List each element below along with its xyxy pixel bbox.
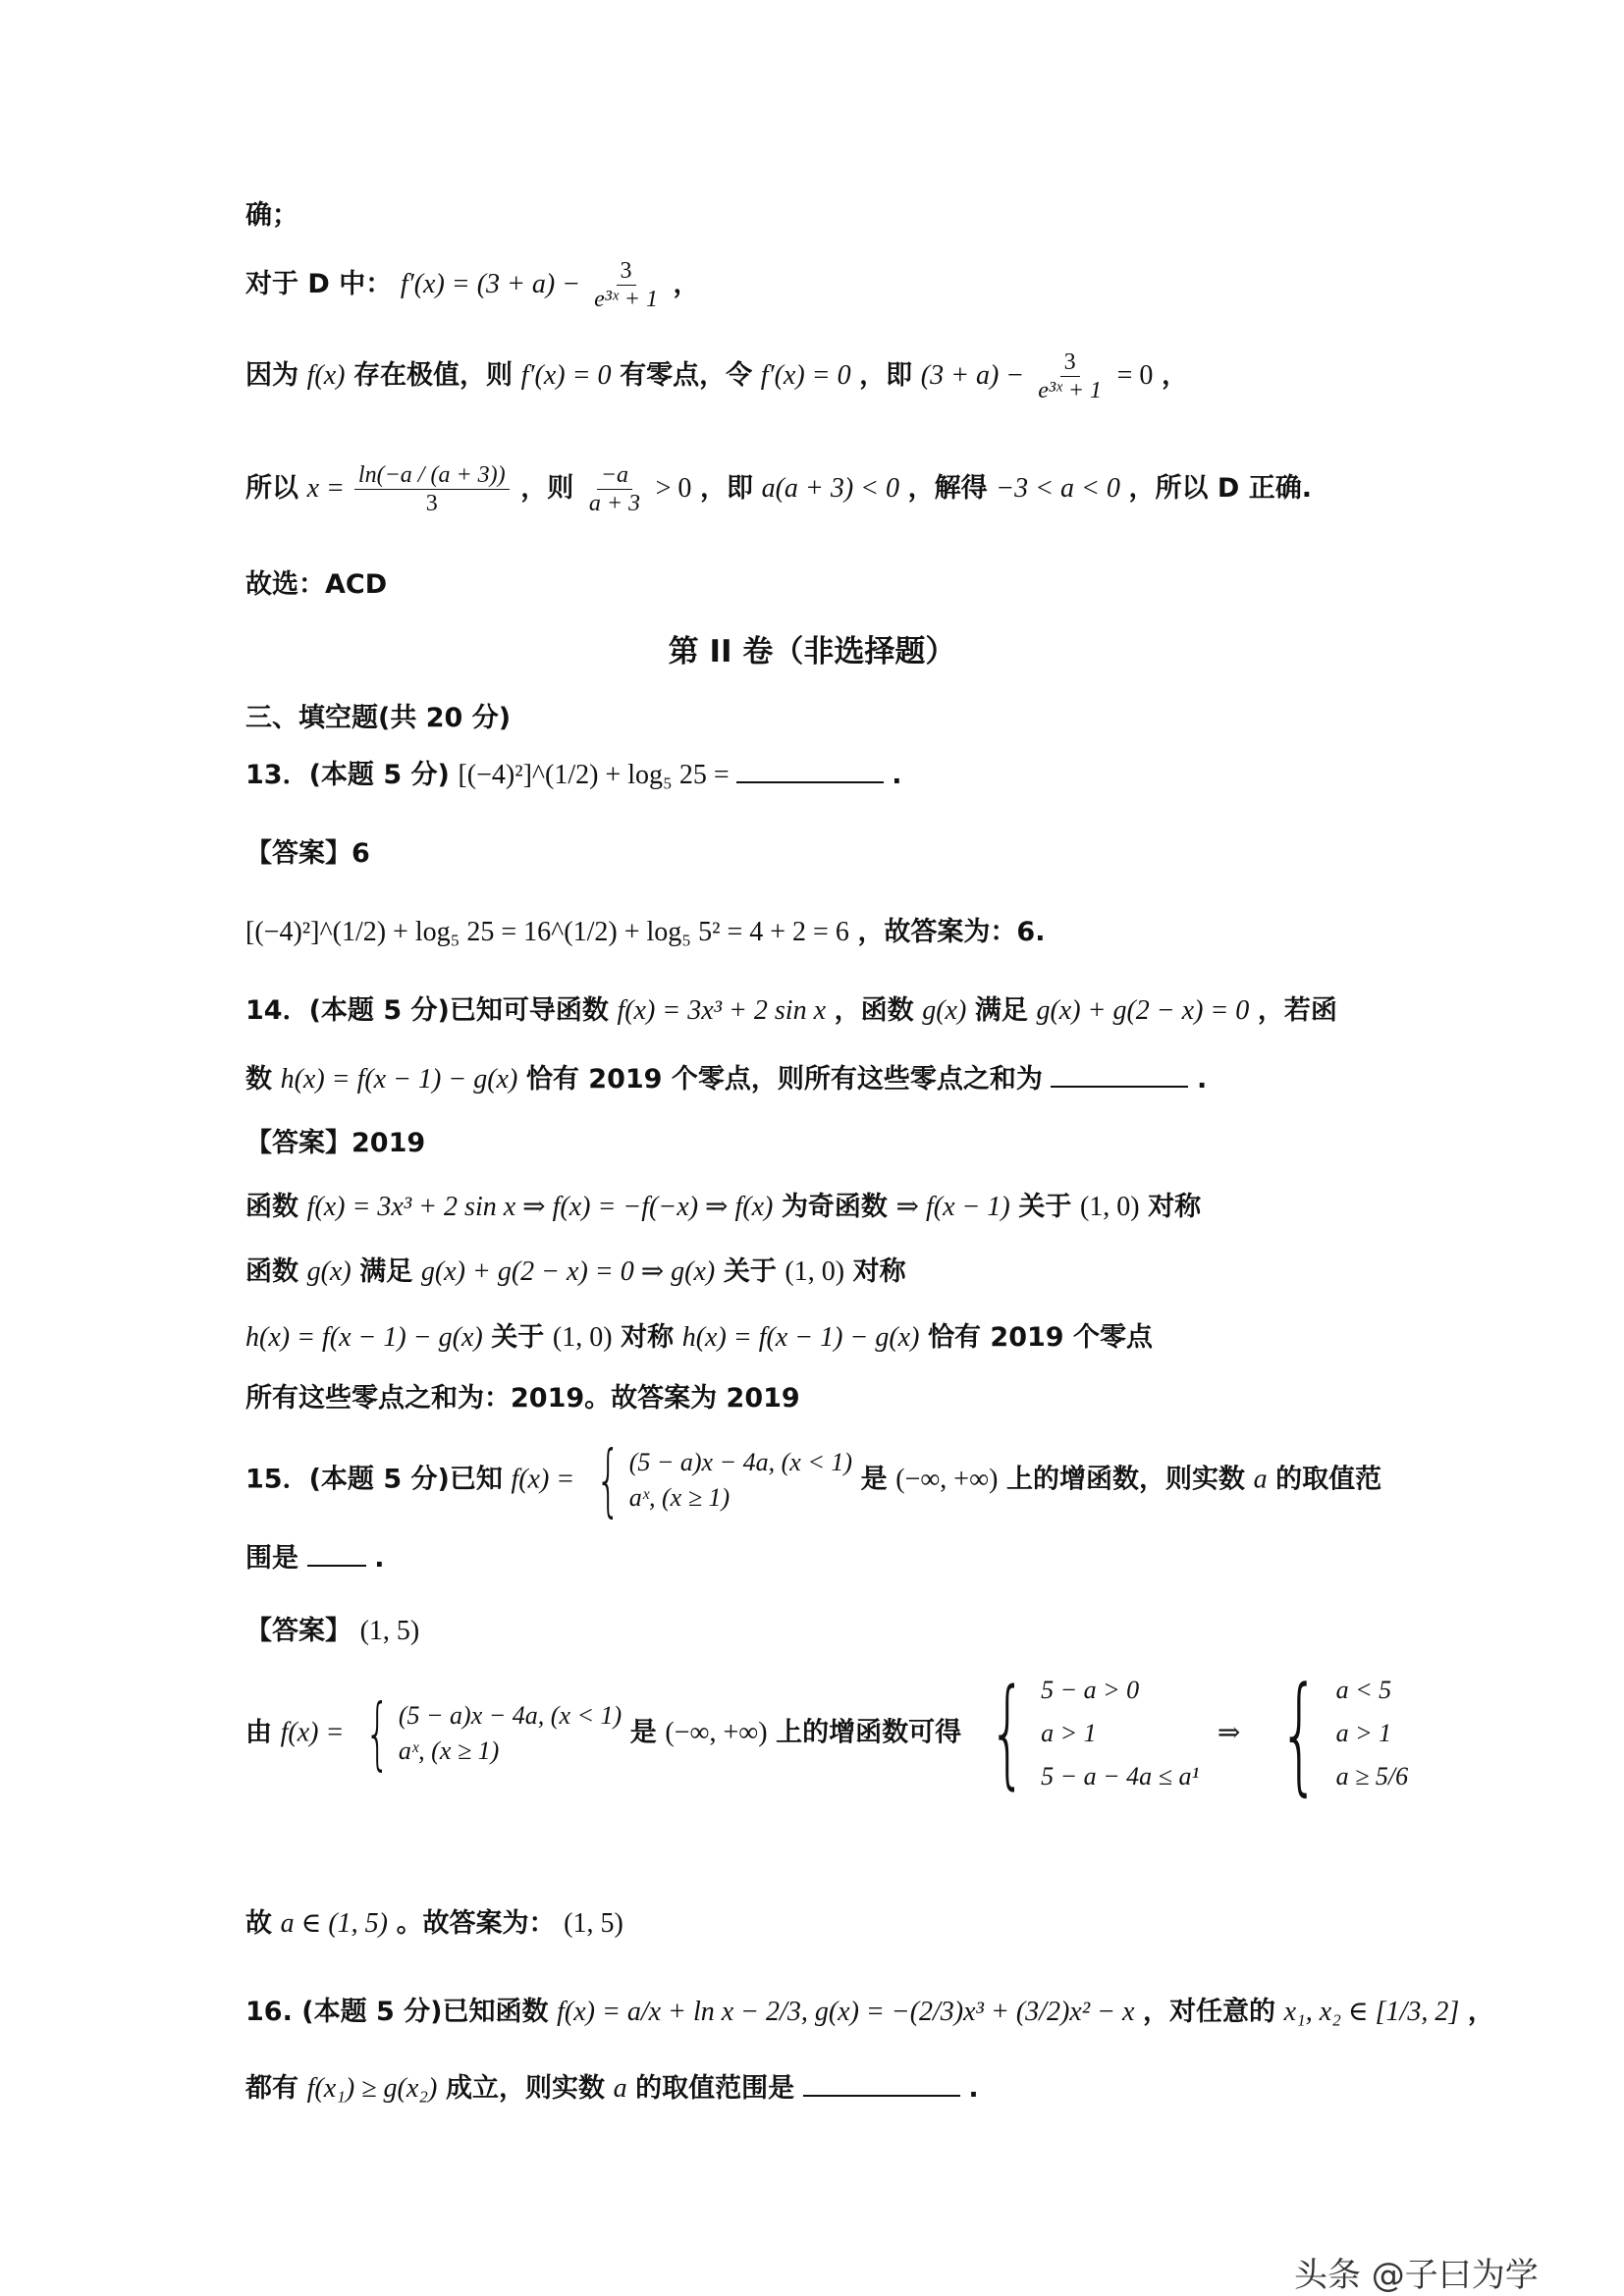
formula: g(x) + g(2 − x) = 0: [1036, 995, 1250, 1026]
text: 是: [629, 1717, 657, 1748]
text: ，: [1162, 360, 1189, 391]
formula: (1, 5): [564, 1908, 623, 1939]
formula: h(x) = f(x − 1) − g(x): [245, 1322, 483, 1353]
text: 上的增函数，则实数: [1005, 1464, 1245, 1495]
formula: g(x): [922, 995, 967, 1026]
formula: (1, 0): [552, 1322, 613, 1353]
brace-symbol: {: [988, 1665, 1027, 1801]
answer-14-step1: [245, 1188, 1201, 1227]
text: ，即: [700, 473, 753, 504]
answer-blank: [1051, 1086, 1188, 1088]
answer-blank: [736, 781, 884, 783]
result-row: a < 5: [1335, 1676, 1392, 1704]
formula: > 0: [655, 473, 692, 504]
condition-row: a > 1: [1041, 1719, 1097, 1747]
text: 恰有 2019 个零点: [928, 1322, 1153, 1353]
punctuation: .: [1197, 1064, 1208, 1095]
text: 满足: [974, 995, 1028, 1026]
text: 关于: [491, 1322, 545, 1353]
formula: (−∞, +∞): [665, 1717, 768, 1748]
text: 存在极值，则: [353, 360, 514, 391]
brace-symbol: {: [1278, 1659, 1320, 1808]
answer-15-label: [245, 1612, 419, 1651]
text: 函数: [245, 1256, 298, 1287]
extremum-condition: [245, 348, 1188, 404]
formula: ⇒ f(x − 1): [895, 1192, 1010, 1222]
formula: a ∈ (1, 5): [280, 1908, 388, 1939]
question-13: [245, 756, 901, 795]
question-15-line2: [245, 1539, 384, 1578]
formula: a(a + 3) < 0: [761, 473, 900, 504]
text: ，即: [859, 360, 913, 391]
formula: f(x) = a/x + ln x − 2/3, g(x) = −(2/3)x³ + (3/2)x² − x: [557, 1997, 1135, 2027]
fraction-numerator: −a: [597, 461, 632, 490]
watermark: 头条 @子曰为学: [1294, 2256, 1539, 2295]
text: 满足: [359, 1256, 413, 1287]
formula: f(x) =: [511, 1464, 575, 1495]
text: ，所以 D 正确.: [1128, 473, 1312, 504]
question-15-line1: [245, 1434, 1382, 1525]
text: ，故答案为：6.: [857, 917, 1046, 947]
formula: f′(x) = 0: [520, 360, 612, 391]
question-16-line2: [245, 2069, 979, 2109]
text: ，解得: [907, 473, 988, 504]
piecewise-brace: [352, 1687, 623, 1779]
formula: f(x) = 3x³ + 2 sin x: [617, 995, 827, 1026]
question-16-line1: [245, 1993, 1494, 2032]
text: 的取值范围是: [635, 2073, 795, 2104]
text: ，函数: [834, 995, 914, 1026]
text: 围是: [245, 1543, 298, 1574]
answer-14-step2: [245, 1253, 906, 1292]
answer-14-step3: [245, 1318, 1153, 1358]
text: 恰有 2019 个零点，则所有这些零点之和为: [525, 1064, 1043, 1095]
formula: (3 + a) −: [920, 360, 1032, 391]
text: 。故答案为：: [396, 1908, 556, 1939]
solution-x: [245, 461, 1312, 517]
piece-row: aˣ, (x ≥ 1): [398, 1736, 500, 1765]
text: 都有: [245, 2073, 298, 2104]
text: 上的增函数可得: [776, 1717, 962, 1748]
formula: [(−4)²]^(1/2) + log₅ 25 = 16^(1/2) + log₅ 5² = 4 + 2 = 6: [245, 917, 849, 947]
condition-row: 5 − a > 0: [1041, 1676, 1140, 1704]
answer-14-conclusion: 所有这些零点之和为：2019。故答案为 2019: [245, 1383, 800, 1414]
question-14-line1: [245, 991, 1337, 1031]
fraction: [590, 257, 662, 313]
fraction-numerator: 3: [617, 257, 636, 286]
piece-row: aˣ, (x ≥ 1): [628, 1483, 731, 1512]
answer-13-label: 【答案】6: [245, 838, 370, 869]
question-14-line2: [245, 1060, 1207, 1099]
formula: = 0: [1116, 360, 1154, 391]
question-label: 16. (本题 5 分)已知函数: [245, 1997, 549, 2027]
formula: f(x): [306, 360, 346, 391]
text: 由: [245, 1717, 272, 1748]
piece-row: (5 − a)x − 4a, (x < 1): [628, 1448, 853, 1476]
answer-15-work: [245, 1659, 1409, 1808]
text: 数: [245, 1064, 272, 1095]
text: ，: [1467, 1997, 1494, 2027]
formula: x₁, x₂ ∈ [1/3, 2]: [1283, 1997, 1460, 2027]
formula: f′(x) = (3 + a) −: [400, 269, 588, 299]
question-label: 13．(本题 5 分): [245, 760, 450, 790]
text: 因为: [245, 360, 298, 391]
question-label: 15．(本题 5 分)已知: [245, 1464, 503, 1495]
text: 有零点，令: [620, 360, 753, 391]
answer-blank: [803, 2095, 960, 2097]
formula: h(x) = f(x − 1) − g(x): [280, 1064, 518, 1095]
formula: f(x) = 3x³ + 2 sin x ⇒ f(x) = −f(−x) ⇒ f(x): [306, 1192, 774, 1222]
formula: h(x) = f(x − 1) − g(x): [681, 1322, 920, 1353]
conditions-brace: [970, 1665, 1200, 1801]
formula: [(−4)²]^(1/2) + log₅ 25 =: [458, 760, 736, 790]
answer-14-label: 【答案】2019: [245, 1128, 426, 1158]
option-d-derivative: [245, 257, 700, 313]
text: 所以: [245, 473, 298, 504]
text-line: 确；: [245, 200, 298, 231]
formula: f(x) =: [280, 1717, 345, 1748]
fraction-denominator: 3: [425, 491, 438, 516]
punctuation: .: [892, 760, 902, 790]
formula: a: [613, 2073, 627, 2104]
fraction-denominator: e³ˣ + 1: [594, 287, 658, 312]
formula: (1, 0): [785, 1256, 845, 1287]
question-label: 14．(本题 5 分)已知可导函数: [245, 995, 609, 1026]
formula: g(x) + g(2 − x) = 0 ⇒ g(x): [420, 1256, 716, 1287]
formula: −3 < a < 0: [996, 473, 1120, 504]
text: 为奇函数: [781, 1192, 888, 1222]
formula: (−∞, +∞): [895, 1464, 999, 1495]
answer-15-conclusion: [245, 1904, 623, 1944]
punctuation: .: [968, 2073, 979, 2104]
answer-13-work: [245, 913, 1045, 952]
text: 函数: [245, 1192, 298, 1222]
brace-symbol: {: [364, 1687, 391, 1779]
fraction: [1034, 348, 1106, 404]
fraction: [585, 461, 644, 517]
text: 成立，则实数: [445, 2073, 605, 2104]
text: 故: [245, 1908, 272, 1939]
text: 关于: [1018, 1192, 1072, 1222]
brace-symbol: {: [595, 1434, 621, 1525]
punctuation: .: [374, 1543, 385, 1574]
condition-row: 5 − a − 4a ≤ a¹: [1041, 1762, 1200, 1790]
fraction-denominator: a + 3: [588, 491, 641, 516]
fraction-denominator: e³ˣ + 1: [1038, 378, 1103, 403]
formula: a: [1253, 1464, 1268, 1495]
piece-row: (5 − a)x − 4a, (x < 1): [398, 1701, 623, 1730]
answer-label: 【答案】: [245, 1616, 352, 1646]
fraction-numerator: 3: [1060, 348, 1080, 377]
punctuation: ，: [673, 269, 700, 299]
formula: f(x₁) ≥ g(x₂): [306, 2073, 438, 2104]
piecewise-brace: [583, 1434, 853, 1525]
answer-choice: 故选：ACD: [245, 569, 388, 600]
text: 对称: [852, 1256, 906, 1287]
formula: x =: [306, 473, 352, 504]
section-heading: 第 II 卷（非选择题）: [668, 634, 956, 669]
implies-arrow: ⇒: [1217, 1717, 1241, 1748]
text: 对称: [1148, 1192, 1202, 1222]
text: 关于: [723, 1256, 777, 1287]
formula: (1, 0): [1079, 1192, 1140, 1222]
option-d-label: 对于 D 中：: [245, 269, 393, 299]
text: ，对任意的: [1143, 1997, 1276, 2027]
text: ，若函: [1257, 995, 1337, 1026]
result-row: a > 1: [1335, 1719, 1392, 1747]
formula: f′(x) = 0: [760, 360, 851, 391]
result-brace: [1259, 1659, 1409, 1808]
text: ，则: [520, 473, 574, 504]
fraction-numerator: ln(−a / (a + 3)): [354, 461, 510, 490]
section-title: 三、填空题(共 20 分): [245, 703, 512, 733]
fraction: [354, 461, 510, 517]
formula: (1, 5): [359, 1616, 420, 1646]
result-row: a ≥ 5/6: [1335, 1762, 1409, 1790]
answer-blank: [307, 1565, 366, 1567]
formula: g(x): [306, 1256, 352, 1287]
text: 对称: [621, 1322, 675, 1353]
text: 是: [860, 1464, 888, 1495]
text: 的取值范: [1275, 1464, 1382, 1495]
